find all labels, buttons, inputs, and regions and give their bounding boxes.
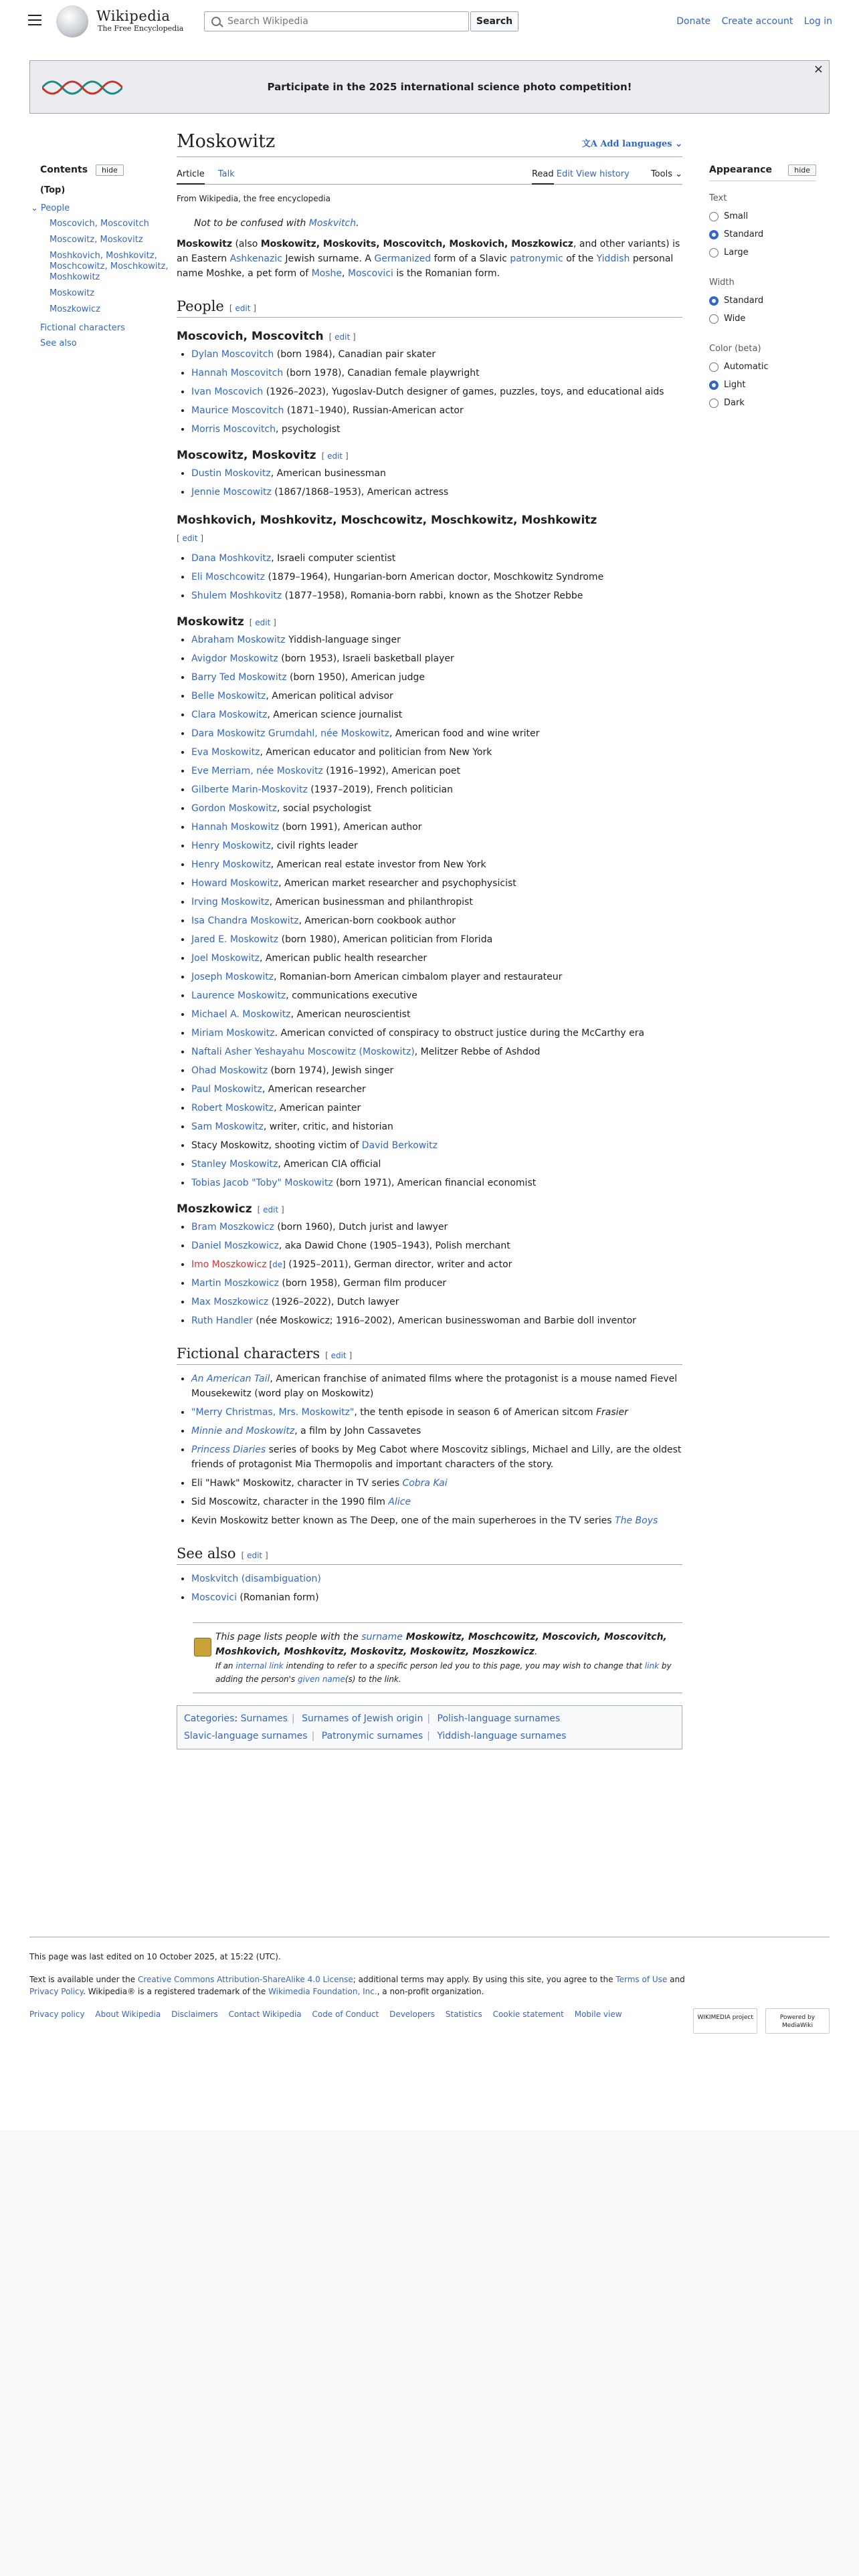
donate-link[interactable]: Donate bbox=[676, 16, 711, 27]
person-link[interactable]: Joel Moskowitz bbox=[191, 953, 260, 964]
translate-icon: 文A bbox=[581, 139, 601, 149]
header bbox=[0, 0, 859, 43]
person-link[interactable]: Princess Diaries bbox=[191, 1444, 266, 1455]
italic-text: Frasier bbox=[595, 1407, 628, 1418]
list-item bbox=[191, 839, 682, 853]
list-item-text: , American businessman and philanthropist bbox=[269, 897, 473, 907]
tab-article[interactable]: Article bbox=[177, 169, 205, 185]
list-item bbox=[191, 1119, 682, 1134]
list-item bbox=[191, 403, 682, 418]
disambiguation-box: This page lists people with the surname Moskowitz, Moschcowitz, Moscovich, Moscovitch, Moshkovich, Moshkovitz, Moskovitz, Moskowitz, Moszkowicz. If an internal link intending to refer to a specific person led you to this page, you may wish to change that link by adding the person's given name(s) to the link. bbox=[193, 1622, 682, 1693]
list-item-text: , American researcher bbox=[262, 1084, 366, 1095]
intro-paragraph: Moskowitz (also Moskowitz, Moskovits, Moscovitch, Moskovich, Moszkowicz, and other variants) is an Eastern Ashkenazic Jewish surname. A Germanized form of a Slavic patronymic of the Yiddish personal name Moshke, a pet form of Moshe, Moscovici is the Romanian form. bbox=[177, 239, 680, 279]
person-link[interactable]: Henry Moskowitz bbox=[191, 841, 271, 851]
list-item-text: , American real estate investor from New York bbox=[270, 859, 486, 870]
person-link[interactable]: Joseph Moskowitz bbox=[191, 972, 274, 982]
site-sub: From Wikipedia, the free encyclopedia bbox=[177, 194, 330, 203]
list-item-text: (1877–1958), Romania-born rabbi, known as the Shotzer Rebbe bbox=[282, 591, 583, 601]
disambiguation-icon bbox=[194, 1638, 211, 1656]
people-list bbox=[177, 466, 682, 500]
list-item bbox=[191, 1045, 682, 1059]
search-icon bbox=[211, 17, 221, 26]
person-link[interactable]: Belle Moskowitz bbox=[191, 691, 266, 702]
article-content bbox=[177, 131, 682, 1749]
categories-label[interactable]: Categories bbox=[184, 1713, 235, 1724]
person-link[interactable]: Dana Moshkovitz bbox=[191, 553, 272, 564]
list-item-text: Eli "Hawk" Moskowitz, character in TV series bbox=[191, 1478, 403, 1489]
hatnote-link[interactable]: Moskvitch bbox=[308, 218, 357, 229]
site-notice-banner bbox=[29, 60, 830, 114]
list-item-text: , American neuroscientist bbox=[290, 1009, 411, 1020]
list-item bbox=[191, 988, 682, 1003]
person-link[interactable]: Howard Moskowitz bbox=[191, 878, 279, 889]
edit-link[interactable]: edit bbox=[182, 534, 198, 543]
person-link[interactable]: Stanley Moskowitz bbox=[191, 1159, 278, 1170]
radio-large[interactable]: Large bbox=[709, 247, 816, 257]
banner-text[interactable]: Participate in the 2025 international science photo competition! bbox=[267, 81, 632, 93]
list-item bbox=[191, 1082, 682, 1097]
related-link[interactable]: David Berkowitz bbox=[361, 1140, 438, 1151]
list-item-text: , American public health researcher bbox=[259, 953, 427, 964]
person-link[interactable]: Gordon Moskowitz bbox=[191, 803, 277, 814]
radio-standard-text[interactable]: Standard bbox=[709, 229, 816, 239]
list-item bbox=[191, 1239, 682, 1253]
list-item-text: , writer, critic, and historian bbox=[263, 1121, 393, 1132]
list-item-text: . American convicted of conspiracy to obstruct justice during the McCarthy era bbox=[274, 1028, 645, 1039]
person-link[interactable]: Clara Moskowitz bbox=[191, 710, 268, 720]
appearance-title: Appearance bbox=[709, 165, 772, 175]
list-item bbox=[191, 422, 682, 437]
login-link[interactable]: Log in bbox=[803, 16, 832, 27]
list-item bbox=[191, 1063, 682, 1078]
edit-link[interactable]: edit bbox=[330, 1351, 347, 1360]
license-text: Text is available under the Creative Commons Attribution-ShareAlike 4.0 License; additional terms may apply. By using this site, you agree to the Terms of Use and Privacy Policy. Wikipedia® is a registered trademark of the Wikimedia Foundation, Inc., a non-profit organization. bbox=[29, 1975, 685, 1996]
people-list bbox=[177, 633, 682, 1190]
list-item-text: (1867/1868–1953), American actress bbox=[271, 487, 449, 498]
category-link[interactable]: Surnames bbox=[240, 1713, 288, 1724]
toc-title: Contents bbox=[40, 165, 88, 175]
tab-talk[interactable]: Talk bbox=[217, 169, 235, 179]
list-item bbox=[191, 1590, 682, 1605]
edit-link[interactable]: edit bbox=[263, 1205, 279, 1214]
person-link[interactable]: Eve Merriam, née Moskovitz bbox=[191, 766, 323, 776]
section-heading: Moszkowicz [ edit ] bbox=[177, 1202, 284, 1216]
toc-item-see-also[interactable]: See also bbox=[40, 338, 77, 348]
fictional-list bbox=[177, 1372, 682, 1528]
section-heading: Moscovich, Moscovitch [ edit ] bbox=[177, 330, 356, 343]
section-heading: Moscowitz, Moskovitz [ edit ] bbox=[177, 449, 349, 462]
list-item bbox=[191, 347, 682, 362]
footer-link[interactable]: About Wikipedia bbox=[95, 2010, 161, 2019]
list-item bbox=[191, 820, 682, 835]
list-item-text: (1879–1964), Hungarian-born American doctor, Moschkowitz Syndrome bbox=[265, 572, 604, 582]
color-label: Color (beta) bbox=[709, 344, 761, 354]
list-item bbox=[191, 670, 682, 685]
page-title: Moskowitz bbox=[177, 131, 276, 152]
see-also-list bbox=[177, 1572, 682, 1605]
footer-link[interactable]: Cookie statement bbox=[492, 2010, 564, 2019]
link-germanized[interactable]: Germanized bbox=[374, 253, 432, 264]
list-item bbox=[191, 551, 682, 566]
list-item bbox=[191, 466, 682, 481]
radio-light[interactable]: Light bbox=[709, 380, 816, 390]
link-surname[interactable]: surname bbox=[361, 1632, 403, 1642]
person-link[interactable]: Shulem Moshkovitz bbox=[191, 591, 282, 601]
list-item-text: Kevin Moskowitz better known as The Deep, one of the main superheroes in the TV series bbox=[191, 1515, 615, 1526]
edit-link[interactable]: edit bbox=[335, 332, 351, 342]
list-item bbox=[191, 366, 682, 381]
tab-read[interactable]: Read bbox=[532, 169, 554, 185]
footer bbox=[29, 1937, 830, 2029]
person-link[interactable]: Abraham Moskowitz bbox=[191, 635, 286, 645]
list-item bbox=[191, 857, 682, 872]
person-link[interactable]: Eva Moskowitz bbox=[191, 747, 260, 758]
person-link[interactable]: Laurence Moskowitz bbox=[191, 990, 286, 1001]
list-item-text: (1926–2022), Dutch lawyer bbox=[268, 1297, 399, 1307]
toc-item-sub[interactable]: Moskowitz bbox=[50, 288, 95, 298]
person-link[interactable]: Dara Moskowitz Grumdahl, née Moskowitz bbox=[191, 728, 389, 739]
person-link[interactable]: Maurice Moscovitch bbox=[191, 405, 284, 416]
list-item bbox=[191, 1495, 682, 1509]
list-item-text: , a film by John Cassavetes bbox=[294, 1426, 421, 1436]
create-account-link[interactable]: Create account bbox=[721, 16, 793, 27]
list-item-text: series of books by Meg Cabot where Moscovitz siblings, Michael and Lilly, are the oldest friends of protagonist Mia Thermopolis and important characters of the story. bbox=[191, 1444, 682, 1470]
list-item-text: , Melitzer Rebbe of Ashdod bbox=[414, 1047, 541, 1057]
hatnote: Not to be confused with Moskvitch. bbox=[194, 218, 359, 229]
toc-item-people[interactable]: People bbox=[40, 203, 70, 213]
person-link[interactable]: Avigdor Moskowitz bbox=[191, 653, 278, 664]
list-item bbox=[191, 485, 682, 500]
radio-automatic[interactable]: Automatic bbox=[709, 362, 816, 372]
wordmark[interactable]: Wikipedia bbox=[96, 8, 171, 24]
list-item-text: (born 1971), American financial economist bbox=[332, 1178, 537, 1188]
footer-link[interactable]: Code of Conduct bbox=[312, 2010, 379, 2019]
person-link[interactable]: Hannah Moscovitch bbox=[191, 368, 284, 379]
search-input[interactable] bbox=[226, 15, 443, 27]
footer-link[interactable]: Mobile view bbox=[574, 2010, 622, 2019]
list-item bbox=[191, 588, 682, 603]
person-link[interactable]: Jared E. Moskowitz bbox=[191, 934, 279, 945]
person-link[interactable]: Max Moszkowicz bbox=[191, 1297, 269, 1307]
main-menu-icon[interactable] bbox=[28, 15, 41, 25]
person-link[interactable]: Moscovici bbox=[191, 1592, 237, 1603]
section-people: People [ edit ] bbox=[177, 298, 682, 318]
person-link[interactable]: Daniel Moszkowicz bbox=[191, 1241, 279, 1251]
footer-badges bbox=[688, 2008, 830, 2034]
list-item bbox=[191, 1176, 682, 1190]
toc-item-sub[interactable]: Moszkowicz bbox=[50, 304, 101, 314]
footer-link[interactable]: Statistics bbox=[445, 2010, 482, 2019]
add-languages-button[interactable]: 文A Add languages ⌄ bbox=[581, 139, 682, 149]
list-item bbox=[191, 970, 682, 984]
list-item-text: Stacy Moskowitz, shooting victim of bbox=[191, 1140, 362, 1151]
toc-hide-button[interactable]: hide bbox=[96, 165, 124, 176]
footer-link[interactable]: Disclaimers bbox=[171, 2010, 218, 2019]
person-link[interactable]: An American Tail bbox=[191, 1374, 270, 1384]
link-internal[interactable]: internal link bbox=[235, 1661, 284, 1671]
list-item-text: , social psychologist bbox=[277, 803, 371, 814]
radio-standard-width[interactable]: Standard bbox=[709, 296, 816, 306]
person-link[interactable]: Hannah Moskowitz bbox=[191, 822, 280, 833]
list-item-text: , American educator and politician from New York bbox=[260, 747, 492, 758]
wmf-link[interactable]: Wikimedia Foundation, Inc. bbox=[268, 1987, 377, 1996]
toc-item-top[interactable]: (Top) bbox=[40, 185, 66, 195]
search-box[interactable] bbox=[204, 11, 469, 31]
list-item-text: , American food and wine writer bbox=[389, 728, 540, 739]
tab-view-history[interactable]: View history bbox=[576, 169, 630, 179]
people-list bbox=[177, 1220, 682, 1328]
section-heading: Moshkovich, Moshkovitz, Moschcowitz, Moschkowitz, Moshkowitz [ edit ] bbox=[177, 514, 597, 543]
personal-tools bbox=[668, 16, 832, 27]
list-item-text: , the tenth episode in season 6 of American sitcom bbox=[354, 1407, 596, 1418]
person-link[interactable]: Ivan Moscovich bbox=[191, 387, 264, 397]
person-link[interactable]: Eli Moschcowitz bbox=[191, 572, 266, 582]
list-item bbox=[191, 1476, 682, 1491]
list-item-text: (born 1953), Israeli basketball player bbox=[278, 653, 454, 664]
terms-link[interactable]: Terms of Use bbox=[615, 1975, 668, 1984]
list-item bbox=[191, 708, 682, 722]
people-list bbox=[177, 551, 682, 603]
list-item-text: , American franchise of animated films where the protagonist is a mouse named Fievel Mousekewitz (word play on Moskowitz) bbox=[191, 1374, 678, 1399]
list-item-text: (1925–2011), German director, writer and actor bbox=[285, 1259, 512, 1270]
tagline: The Free Encyclopedia bbox=[98, 24, 184, 33]
list-item-text: , Romanian-born American cimbalom player and restaurateur bbox=[274, 972, 563, 982]
list-item-text: (1937–2019), French politician bbox=[307, 784, 453, 795]
list-item bbox=[191, 876, 682, 891]
category-link[interactable]: Surnames of Jewish origin bbox=[302, 1713, 423, 1724]
person-link[interactable]: Jennie Moscowitz bbox=[191, 487, 272, 498]
edit-link[interactable]: edit bbox=[235, 304, 251, 313]
list-item-text: (born 1960), Dutch jurist and lawyer bbox=[274, 1222, 448, 1232]
person-link[interactable]: Morris Moscovitch bbox=[191, 424, 276, 435]
list-item bbox=[191, 1513, 682, 1528]
person-link[interactable]: Martin Moszkowicz bbox=[191, 1278, 279, 1289]
list-item bbox=[191, 726, 682, 741]
people-list bbox=[177, 347, 682, 437]
edit-link[interactable]: edit bbox=[255, 618, 271, 627]
list-item bbox=[191, 951, 682, 966]
text-label: Text bbox=[709, 193, 727, 203]
person-link[interactable]: Gilberte Marin-Moskovitz bbox=[191, 784, 308, 795]
list-item-text: , American science journalist bbox=[267, 710, 403, 720]
person-link[interactable]: Imo Moszkowicz bbox=[191, 1259, 267, 1270]
appearance-panel bbox=[709, 165, 816, 416]
person-link[interactable]: Barry Ted Moskowitz bbox=[191, 672, 287, 683]
wikipedia-globe-logo[interactable] bbox=[56, 5, 88, 37]
person-link[interactable]: Ruth Handler bbox=[191, 1315, 253, 1326]
list-item-text: , American painter bbox=[274, 1103, 361, 1113]
person-link[interactable]: Dustin Moskovitz bbox=[191, 468, 271, 479]
privacy-link[interactable]: Privacy Policy bbox=[29, 1987, 84, 1996]
work-link[interactable]: Alice bbox=[388, 1497, 411, 1507]
last-edited: This page was last edited on 10 October 2025, at 15:22 (UTC). bbox=[29, 1952, 281, 1961]
list-item-text: (1916–1992), American poet bbox=[322, 766, 461, 776]
list-item bbox=[191, 1026, 682, 1041]
person-link[interactable]: Moskvitch (disambiguation) bbox=[191, 1574, 321, 1584]
person-link[interactable]: Naftali Asher Yeshayahu Moscowitz (Moskowitz) bbox=[191, 1047, 415, 1057]
link-link[interactable]: link bbox=[644, 1661, 660, 1671]
list-item bbox=[191, 1138, 682, 1153]
list-item-text: (born 1991), American author bbox=[279, 822, 422, 833]
list-item bbox=[191, 782, 682, 797]
list-item-text: (born 1980), American politician from Florida bbox=[278, 934, 493, 945]
section-heading: Moskowitz [ edit ] bbox=[177, 615, 276, 629]
tab-edit[interactable]: Edit bbox=[556, 169, 573, 179]
work-link[interactable]: The Boys bbox=[615, 1515, 658, 1526]
wikimedia-badge[interactable]: WIKIMEDIA project bbox=[693, 2008, 757, 2034]
category-link[interactable]: Patronymic surnames bbox=[321, 1731, 423, 1741]
list-item bbox=[191, 1101, 682, 1115]
footer-link[interactable]: Contact Wikipedia bbox=[228, 2010, 302, 2019]
person-link[interactable]: Irving Moskowitz bbox=[191, 897, 270, 907]
list-item-text: , American businessman bbox=[270, 468, 386, 479]
category-link[interactable]: Polish-language surnames bbox=[437, 1713, 561, 1724]
list-item bbox=[191, 570, 682, 584]
list-item-text: (born 1974), Jewish singer bbox=[268, 1065, 394, 1076]
list-item bbox=[191, 1405, 682, 1420]
person-link[interactable]: Isa Chandra Moskowitz bbox=[191, 916, 299, 926]
list-item bbox=[191, 651, 682, 666]
link-yiddish[interactable]: Yiddish bbox=[596, 253, 630, 264]
list-item bbox=[191, 895, 682, 909]
person-link[interactable]: Henry Moskowitz bbox=[191, 859, 271, 870]
work-link[interactable]: Cobra Kai bbox=[402, 1478, 448, 1489]
list-item bbox=[191, 1007, 682, 1022]
interlanguage-link[interactable]: de bbox=[272, 1260, 283, 1269]
list-item-text: Sid Moscowitz, character in the 1990 film bbox=[191, 1497, 389, 1507]
person-link[interactable]: Miriam Moskowitz bbox=[191, 1028, 275, 1039]
person-link[interactable]: Robert Moskowitz bbox=[191, 1103, 274, 1113]
list-item-text: , Israeli computer scientist bbox=[271, 553, 396, 564]
list-item bbox=[191, 1220, 682, 1235]
list-item bbox=[191, 633, 682, 647]
toc-item-fictional[interactable]: Fictional characters bbox=[40, 323, 125, 333]
appearance-hide-button[interactable]: hide bbox=[788, 165, 816, 176]
radio-small[interactable]: Small bbox=[709, 211, 816, 221]
license-link[interactable]: Creative Commons Attribution-ShareAlike 4.0 License bbox=[137, 1975, 353, 1984]
list-item bbox=[191, 1295, 682, 1309]
toc-item-sub[interactable]: Moscowitz, Moskovitz bbox=[50, 235, 143, 245]
section-see-also: See also [ edit ] bbox=[177, 1545, 682, 1565]
person-link[interactable]: Sam Moskowitz bbox=[191, 1121, 264, 1132]
toc-item-sub[interactable]: Moscovich, Moscovitch bbox=[50, 219, 149, 229]
list-item bbox=[191, 764, 682, 778]
list-item-text: , psychologist bbox=[275, 424, 341, 435]
list-item-text: , American CIA official bbox=[278, 1159, 381, 1170]
list-item-text: , American market researcher and psychophysicist bbox=[278, 878, 516, 889]
list-item-text: , aka Dawid Chone (1905–1943), Polish merchant bbox=[278, 1241, 510, 1251]
list-item-text: , communications executive bbox=[286, 990, 417, 1001]
list-item-text: , American-born cookbook author bbox=[298, 916, 456, 926]
list-item-text: (née Moskowicz; 1916–2002), American businesswoman and Barbie doll inventor bbox=[252, 1315, 636, 1326]
width-label: Width bbox=[709, 278, 735, 288]
list-item bbox=[191, 1572, 682, 1586]
table-of-contents bbox=[31, 165, 174, 348]
list-item bbox=[191, 914, 682, 928]
link-given-name[interactable]: given name bbox=[297, 1675, 345, 1684]
person-link[interactable]: Paul Moskowitz bbox=[191, 1084, 262, 1095]
list-item bbox=[191, 932, 682, 947]
list-item: • Imo Moszkowicz [de] (1925–2011), German director, writer and actor bbox=[191, 1257, 682, 1272]
category-link[interactable]: Yiddish-language surnames bbox=[437, 1731, 567, 1741]
radio-wide[interactable]: Wide bbox=[709, 314, 816, 324]
list-item-text: , civil rights leader bbox=[270, 841, 358, 851]
list-item-text: (1871–1940), Russian-American actor bbox=[284, 405, 464, 416]
list-item-text: (1926–2023), Yugoslav-Dutch designer of games, puzzles, toys, and educational aids bbox=[263, 387, 664, 397]
footer-link[interactable]: Privacy policy bbox=[29, 2010, 85, 2019]
edit-link[interactable]: edit bbox=[327, 451, 343, 461]
person-link[interactable]: Dylan Moscovitch bbox=[191, 349, 274, 360]
link-patronymic[interactable]: patronymic bbox=[510, 253, 563, 264]
radio-dark[interactable]: Dark bbox=[709, 398, 816, 408]
list-item-text: Yiddish-language singer bbox=[285, 635, 401, 645]
list-item bbox=[191, 689, 682, 704]
list-item-text: (born 1958), German film producer bbox=[278, 1278, 447, 1289]
categories-box: Categories: Surnames | Surnames of Jewish origin | Polish-language surnames Slavic-language surnames | Patronymic surnames | Yiddish-language surnames bbox=[177, 1705, 682, 1749]
list-item-text: (born 1984), Canadian pair skater bbox=[274, 349, 436, 360]
footer-link[interactable]: Developers bbox=[389, 2010, 436, 2019]
link-ashkenazic[interactable]: Ashkenazic bbox=[229, 253, 282, 264]
list-item bbox=[191, 745, 682, 760]
section-fictional: Fictional characters [ edit ] bbox=[177, 1346, 682, 1365]
list-item bbox=[191, 1372, 682, 1401]
link-moscovici[interactable]: Moscovici bbox=[347, 268, 393, 279]
person-link[interactable]: "Merry Christmas, Mrs. Moskowitz" bbox=[191, 1407, 355, 1418]
person-link[interactable]: Bram Moszkowicz bbox=[191, 1222, 274, 1232]
list-item bbox=[191, 1157, 682, 1172]
category-link[interactable]: Slavic-language surnames bbox=[184, 1731, 308, 1741]
person-link[interactable]: Minnie and Moskowitz bbox=[191, 1426, 295, 1436]
list-item bbox=[191, 801, 682, 816]
list-item-text: (born 1978), Canadian female playwright bbox=[283, 368, 480, 379]
mediawiki-badge[interactable]: Powered by MediaWiki bbox=[765, 2008, 830, 2034]
list-item bbox=[191, 385, 682, 399]
list-item-text: , American political advisor bbox=[266, 691, 393, 702]
toc-item-sub[interactable]: Moshkovich, Moshkovitz, Moschcowitz, Moschkowitz, Moshkowitz bbox=[50, 251, 169, 282]
list-item-text: (born 1950), American judge bbox=[286, 672, 425, 683]
list-item bbox=[191, 1313, 682, 1328]
list-item bbox=[191, 1424, 682, 1438]
edit-link[interactable]: edit bbox=[247, 1551, 263, 1560]
list-item-text: (Romanian form) bbox=[236, 1592, 319, 1603]
list-item bbox=[191, 1276, 682, 1291]
search-button[interactable]: Search bbox=[470, 11, 518, 31]
chevron-down-icon[interactable]: ⌄ bbox=[31, 203, 38, 213]
person-link[interactable]: Ohad Moskowitz bbox=[191, 1065, 268, 1076]
page-tabs bbox=[177, 164, 682, 185]
tools-menu[interactable]: Tools ⌄ bbox=[650, 169, 682, 179]
person-link[interactable]: Tobias Jacob "Toby" Moskowitz bbox=[191, 1178, 333, 1188]
close-icon[interactable]: × bbox=[813, 62, 824, 76]
link-moshe[interactable]: Moshe bbox=[311, 268, 343, 279]
person-link[interactable]: Michael A. Moskowitz bbox=[191, 1009, 291, 1020]
list-item bbox=[191, 1442, 682, 1472]
